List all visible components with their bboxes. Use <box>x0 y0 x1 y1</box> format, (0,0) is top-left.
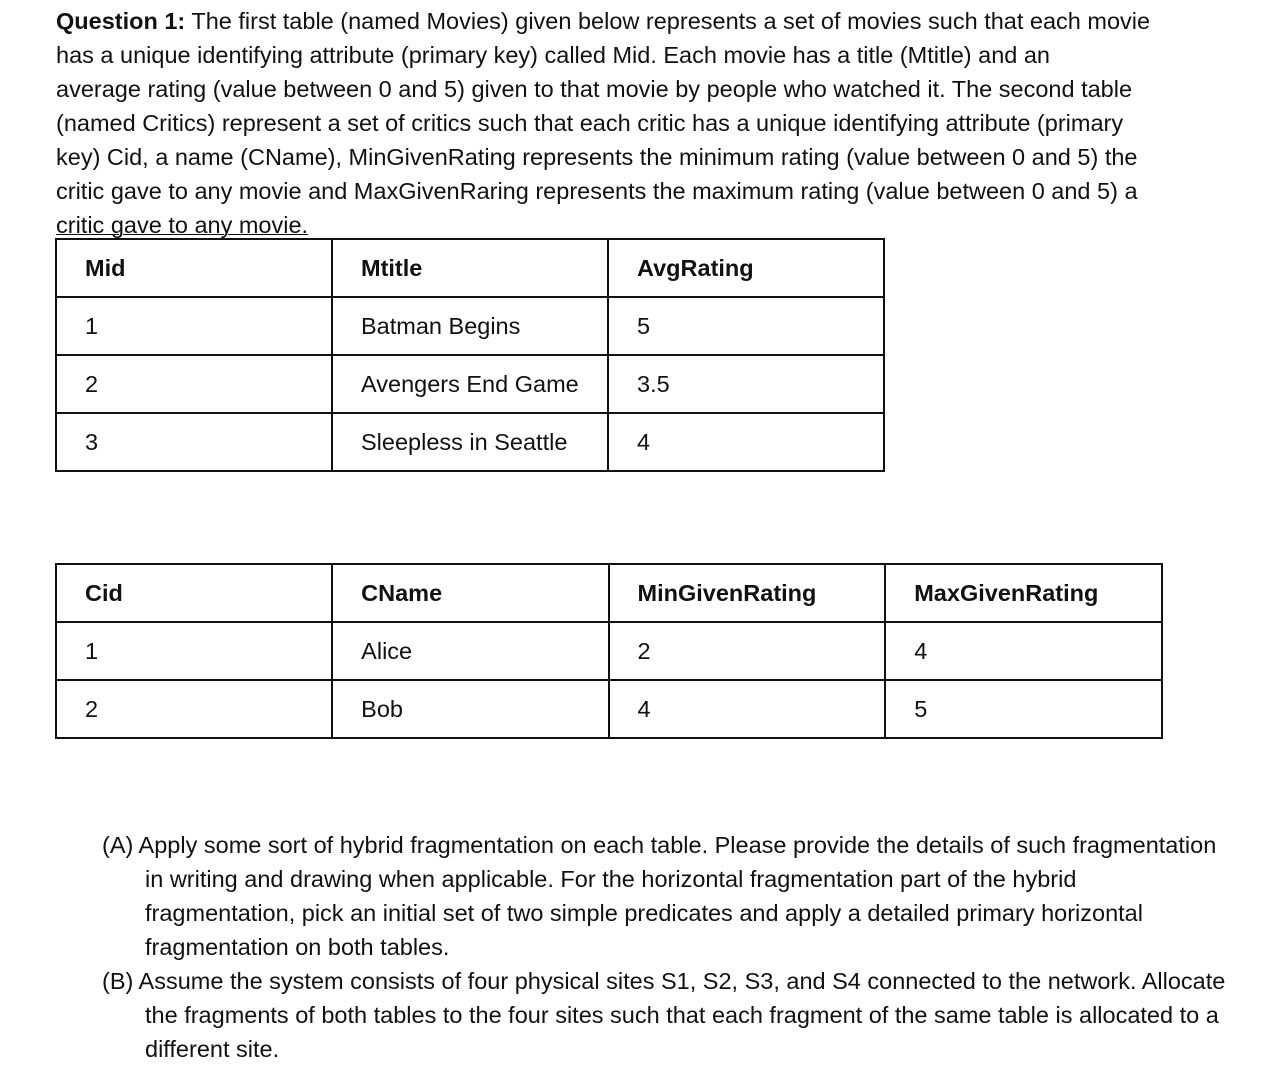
column-header: MaxGivenRating <box>885 564 1162 622</box>
table-cell: 4 <box>608 413 884 471</box>
table-cell: 3.5 <box>608 355 884 413</box>
question-line-7: critic gave to any movie. <box>56 212 309 238</box>
question-text <box>56 4 1236 242</box>
movies-table <box>55 238 885 472</box>
table-header-row <box>56 239 884 297</box>
table-cell: 1 <box>56 622 332 680</box>
column-header: Mtitle <box>332 239 608 297</box>
table-cell: 5 <box>885 680 1162 738</box>
table-cell: 4 <box>609 680 886 738</box>
critics-table <box>55 563 1163 739</box>
column-header: Cid <box>56 564 332 622</box>
table-cell: 2 <box>56 355 332 413</box>
table-row <box>56 355 884 413</box>
column-header: MinGivenRating <box>609 564 886 622</box>
question-line-6: critic gave to any movie and MaxGivenRaring represents the maximum rating (value between 0 and 5) a <box>56 178 1138 204</box>
table-cell: Bob <box>332 680 608 738</box>
table-cell: 2 <box>609 622 886 680</box>
table-cell: 2 <box>56 680 332 738</box>
column-header: Mid <box>56 239 332 297</box>
question-line-3: average rating (value between 0 and 5) given to that movie by people who watched it. The second table <box>56 76 1133 102</box>
table-cell: Sleepless in Seattle <box>332 413 608 471</box>
table-cell: Batman Begins <box>332 297 608 355</box>
table-cell: 3 <box>56 413 332 471</box>
question-label: Question 1: <box>56 8 186 34</box>
question-line-5: key) Cid, a name (CName), MinGivenRating represents the minimum rating (value between 0 and 5) the <box>56 144 1138 170</box>
table-row <box>56 413 884 471</box>
table-cell: 4 <box>885 622 1162 680</box>
question-line-2: has a unique identifying attribute (primary key) called Mid. Each movie has a title (Mtitle) and an <box>56 42 1050 68</box>
column-header: CName <box>332 564 608 622</box>
table-row <box>56 297 884 355</box>
question-line-1 <box>56 4 1236 38</box>
part-a: (A) Apply some sort of hybrid fragmentation on each table. Please provide the details of such fragmentation in writing and drawing when applicable. For the horizontal fragmentation part of the hybrid fragmentation, pick an initial set of two simple predicates and apply a detailed primary horizontal fragmentation on both tables. <box>102 832 1217 960</box>
question-line-4: (named Critics) represent a set of critics such that each critic has a unique identifying attribute (primary <box>56 110 1124 136</box>
table-cell: Avengers End Game <box>332 355 608 413</box>
column-header: AvgRating <box>608 239 884 297</box>
question-parts <box>102 828 1232 1066</box>
question-line-1-text: The first table (named Movies) given below represents a set of movies such that each movie <box>185 8 1151 34</box>
table-row <box>56 622 1162 680</box>
table-header-row <box>56 564 1162 622</box>
table-cell: 5 <box>608 297 884 355</box>
table-cell: Alice <box>332 622 608 680</box>
table-row <box>56 680 1162 738</box>
table-cell: 1 <box>56 297 332 355</box>
part-b: (B) Assume the system consists of four physical sites S1, S2, S3, and S4 connected to the network. Allocate the fragments of both tables to the four sites such that each fragment of the same table is allocated to a different site. <box>102 968 1226 1062</box>
